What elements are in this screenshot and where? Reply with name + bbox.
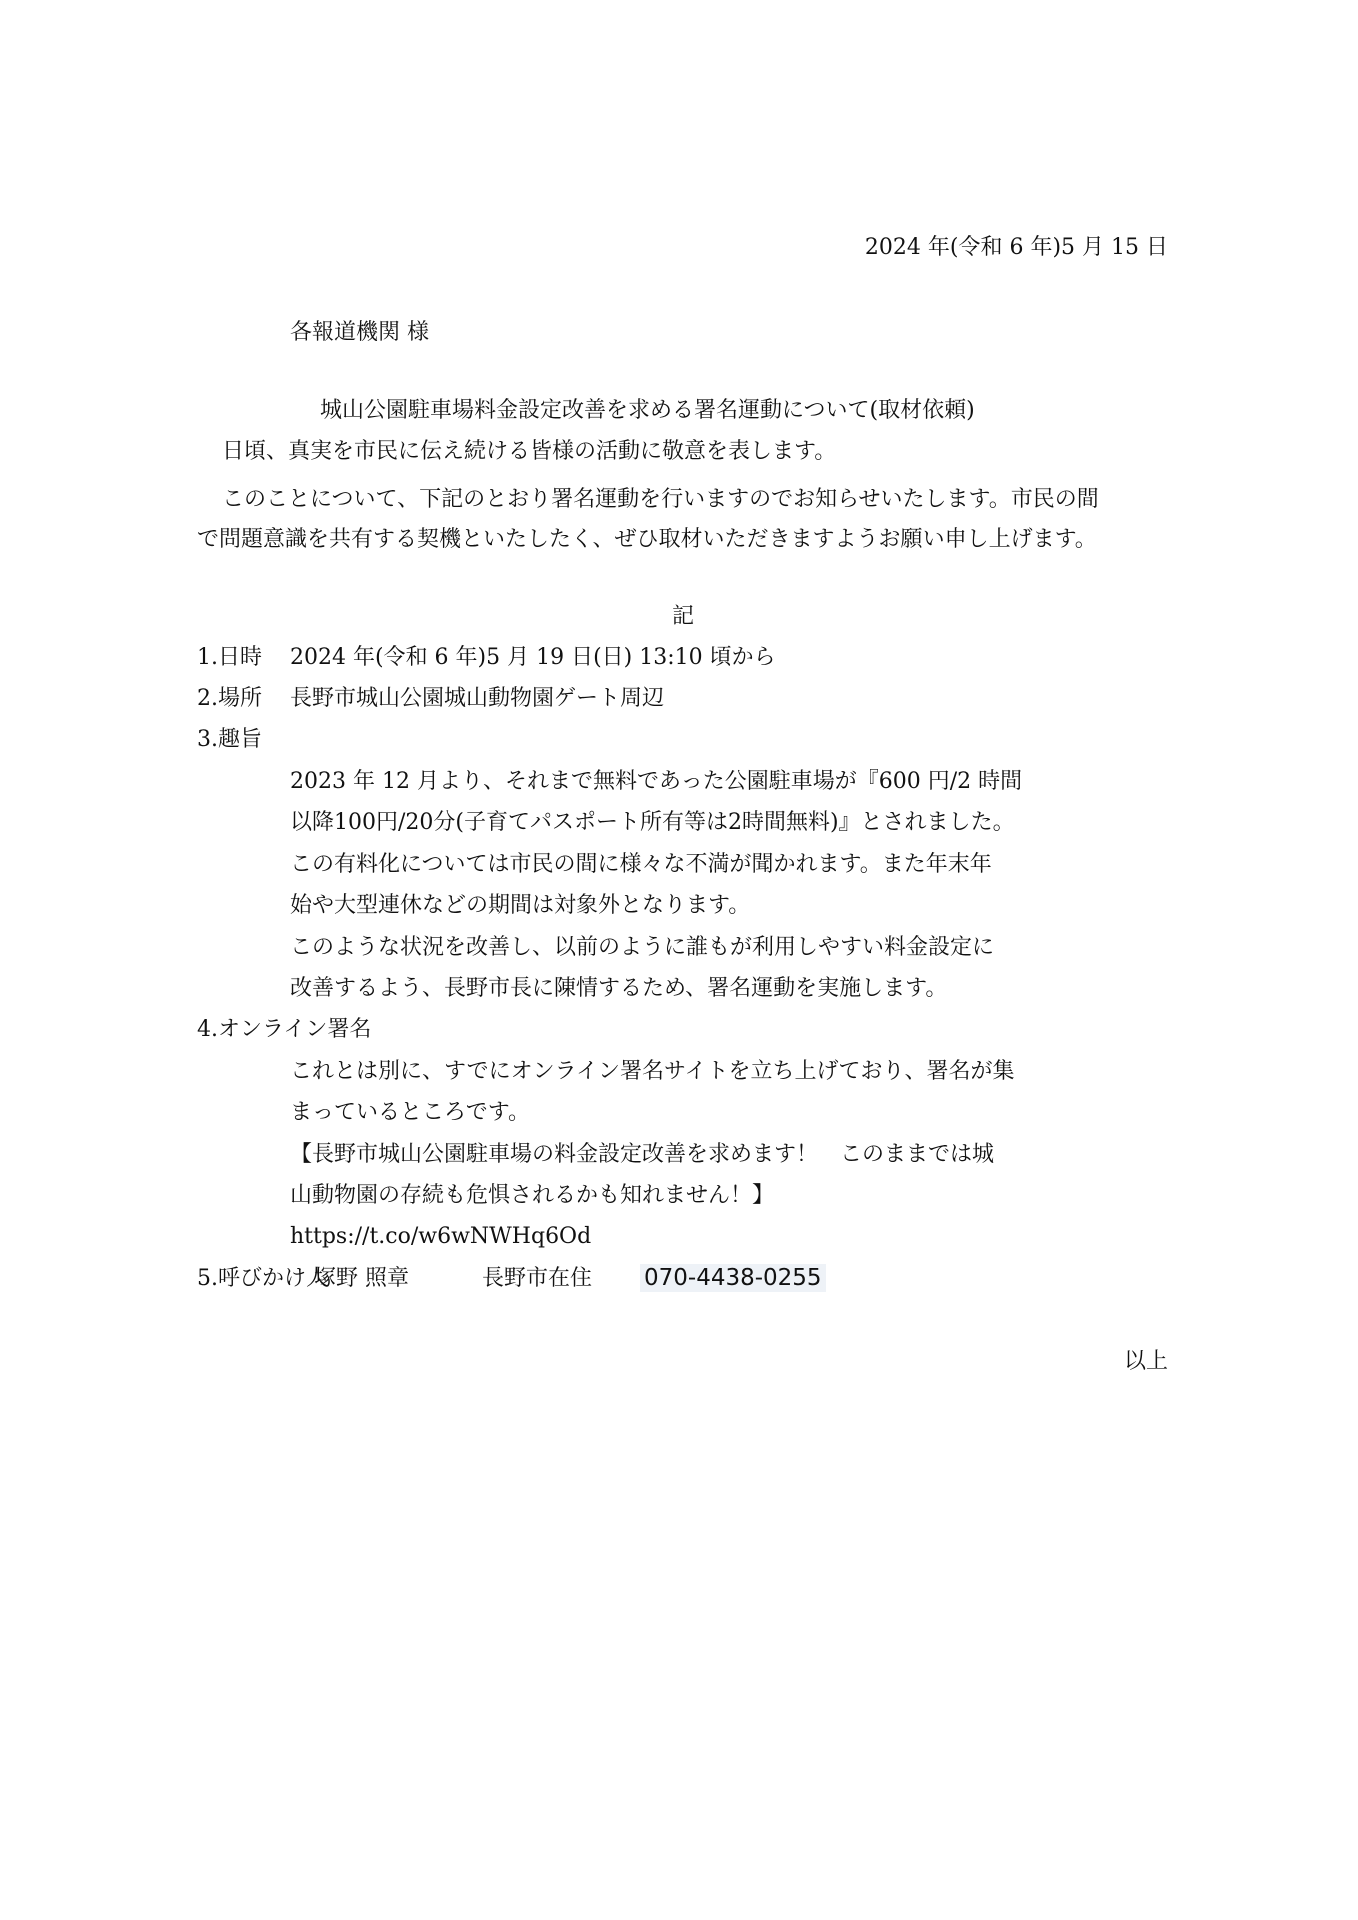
online-petition-url[interactable]: https://t.co/w6wNWHq6Od [290, 1224, 592, 1249]
document-date: 2024 年(令和 6 年)5 月 15 日 [864, 235, 1168, 260]
item-datetime-label: 1.日時 [197, 645, 262, 670]
item-caller-label: 5.呼びかけ人 [197, 1266, 328, 1291]
caller-residence: 長野市在住 [482, 1266, 593, 1291]
caller-phone[interactable]: 070-4438-0255 [640, 1264, 826, 1292]
intro-line-3: で問題意識を共有する契機といたしたく、ぜひ取材いただきますようお願い申し上げます。 [197, 527, 1097, 552]
item-place-value: 長野市城山公園城山動物園ゲート周辺 [290, 686, 665, 711]
item-purpose-label: 3.趣旨 [197, 727, 262, 752]
purpose-line-2: 以降100円/20分(子育てパスポート所有等は2時間無料)』とされました。 [290, 810, 1015, 835]
online-line-3: 【長野市城山公園駐車場の料金設定改善を求めます！ このままでは城 [290, 1142, 995, 1167]
item-place-label: 2.場所 [197, 686, 262, 711]
purpose-line-6: 改善するよう、長野市長に陳情するため、署名運動を実施します。 [290, 976, 948, 1001]
ki-heading: 記 [672, 604, 695, 629]
caller-name: 塚野 照章 [314, 1266, 409, 1291]
item-caller [197, 1263, 826, 1294]
closing-ijou: 以上 [1123, 1349, 1168, 1374]
online-line-1: これとは別に、すでにオンライン署名サイトを立ち上げており、署名が集 [290, 1059, 1015, 1084]
online-line-4: 山動物園の存続も危惧されるかも知れません！】 [290, 1183, 775, 1208]
intro-line-1: 日頃、真実を市民に伝え続ける皆様の活動に敬意を表します。 [222, 439, 837, 464]
addressee: 各報道機関 様 [290, 320, 429, 345]
item-datetime-value: 2024 年(令和 6 年)5 月 19 日(日) 13:10 頃から [290, 645, 776, 670]
purpose-line-1: 2023 年 12 月より、それまで無料であった公園駐車場が『600 円/2 時間 [290, 769, 1023, 794]
purpose-line-3: この有料化については市民の間に様々な不満が聞かれます。また年末年 [290, 852, 992, 877]
document-title: 城山公園駐車場料金設定改善を求める署名運動について(取材依頼) [320, 398, 975, 423]
purpose-line-4: 始や大型連休などの期間は対象外となります。 [290, 893, 751, 918]
item-datetime [197, 643, 776, 673]
intro-line-2: このことについて、下記のとおり署名運動を行いますのでお知らせいたします。市民の間 [222, 487, 1099, 512]
item-online-label: 4.オンライン署名 [197, 1017, 372, 1042]
online-line-2: まっているところです。 [290, 1100, 531, 1125]
purpose-line-5: このような状況を改善し、以前のように誰もが利用しやすい料金設定に [290, 935, 995, 960]
item-place [197, 684, 664, 714]
